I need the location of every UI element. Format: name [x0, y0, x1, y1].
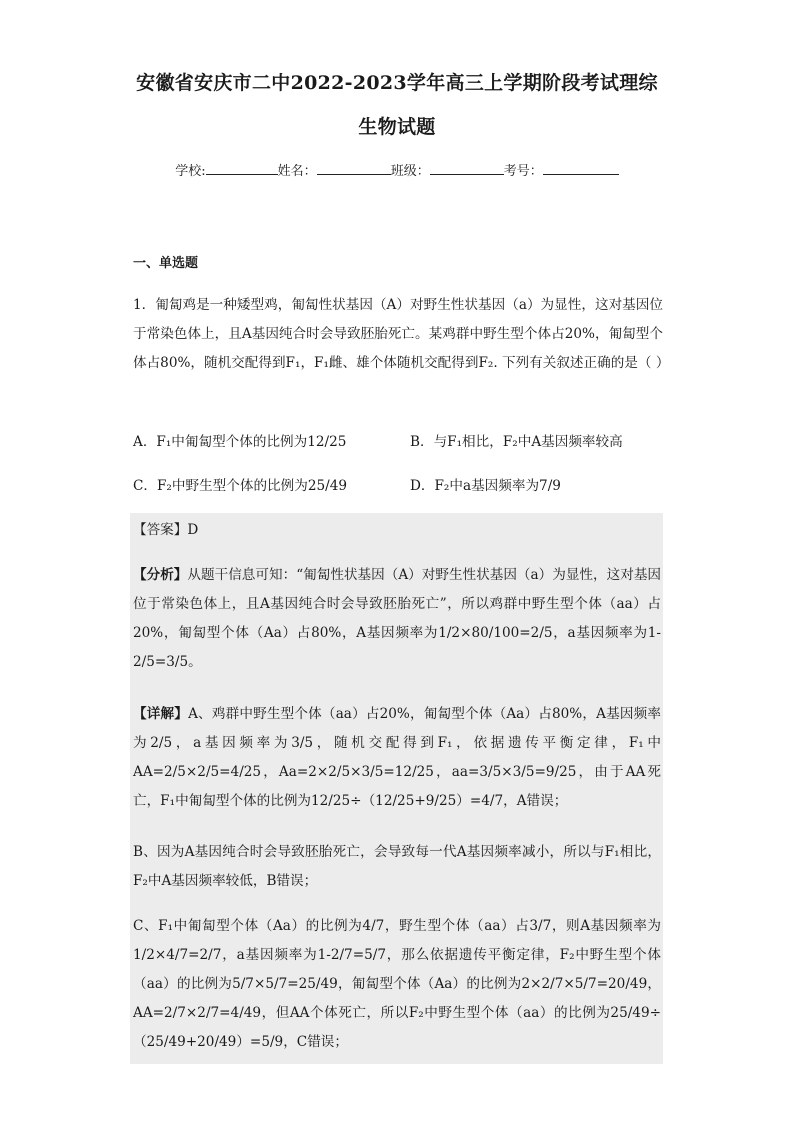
class-label: 班级： — [390, 164, 430, 179]
option-a: A．F₁中匍匐型个体的比例为12/25 — [133, 434, 347, 450]
school-blank[interactable] — [206, 160, 278, 175]
detail-paragraph-b: B、因为A基因纯合时会导致胚胎死亡，会导致每一代A基因频率减小，所以与F₁相比，F₂中A基因频率较低，B错误； — [133, 844, 661, 889]
answer-value: D — [187, 522, 199, 538]
option-c: C．F₂中野生型个体的比例为25/49 — [133, 478, 347, 494]
id-label: 考号： — [503, 164, 543, 179]
school-label: 学校: — [175, 164, 206, 179]
answer-label: 【答案】 — [133, 522, 188, 538]
student-info-row — [0, 160, 794, 179]
detail-paragraph-a — [133, 700, 661, 816]
analysis-label: 【分析】 — [133, 567, 188, 583]
document-title-line2: 生物试题 — [358, 116, 436, 138]
detail-a-text: A、鸡群中野生型个体（aa）占20%，匍匐型个体（Aa）占80%，A基因频率为2/5，a基因频率为3/5，随机交配得到F₁，依据遗传平衡定律，F₁中AA=2/5×2/5=4/25，Aa=2×2/5×3/5=12/25，aa=3/5×3/5=9/25，由于AA死亡，F₁中匍匐型个体的比例为12/25÷（12/25+9/25）=4/7，A错误； — [133, 706, 661, 809]
analysis-text: 从题干信息可知：“匍匐性状基因（A）对野生性状基因（a）为显性，这对基因位于常染色体上，且A基因纯合时会导致胚胎死亡”，所以鸡群中野生型个体（aa）占20%，匍匐型个体（Aa）占80%，A基因频率为1/2×80/100=2/5，a基因频率为1-2/5=3/5。 — [133, 567, 662, 670]
question-stem: 1．匍匐鸡是一种矮型鸡，匍匐性状基因（A）对野生性状基因（a）为显性，这对基因位于常染色体上，且A基因纯合时会导致胚胎死亡。某鸡群中野生型个体占20%，匍匐型个体占80%，随机交配得到F₁，F₁雌、雄个体随机交配得到F₂. 下列有关叙述正确的是（ ） — [133, 297, 670, 371]
option-d: D．F₂中a基因频率为7/9 — [410, 478, 561, 494]
class-blank[interactable] — [430, 160, 504, 175]
detail-label: 【详解】 — [133, 706, 189, 722]
section-title: 一、单选题 — [133, 256, 199, 271]
analysis-paragraph — [133, 561, 661, 677]
name-label: 姓名： — [277, 164, 317, 179]
id-blank[interactable] — [543, 160, 619, 175]
document-title-line1: 安徽省安庆市二中2022-2023学年高三上学期阶段考试理综 — [136, 72, 658, 94]
option-b: B．与F₁相比，F₂中A基因频率较高 — [410, 434, 623, 450]
answer-line — [133, 516, 661, 545]
name-blank[interactable] — [317, 160, 391, 175]
detail-paragraph-c: C、F₁中匍匐型个体（Aa）的比例为4/7，野生型个体（aa）占3/7，则A基因频率为1/2×4/7=2/7，a基因频率为1-2/7=5/7，那么依据遗传平衡定律，F₂中野生型个体（aa）的比例为5/7×5/7=25/49，匍匐型个体（Aa）的比例为2×2/7×5/7=20/49，AA=2/7×2/7=4/49，但AA个体死亡，所以F₂中野生型个体（aa）的比例为25/49÷（25/49+20/49）=5/9，C错误； — [133, 918, 661, 1050]
